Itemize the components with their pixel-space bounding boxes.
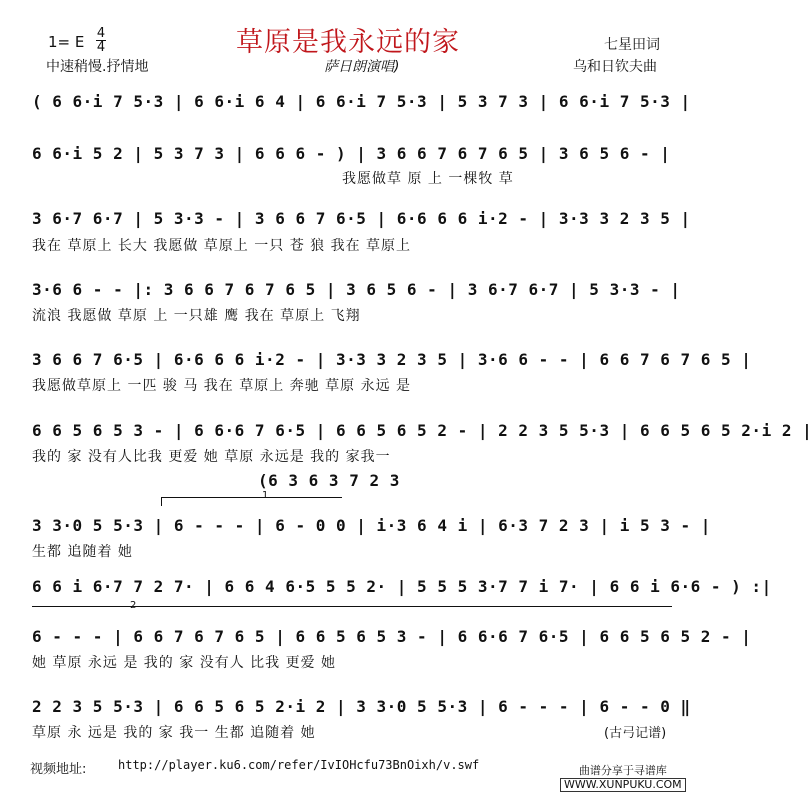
- lyric-row-7: 生都 追随着 她: [32, 544, 133, 560]
- lyric-row-6: 我的 家 没有人比我 更爱 她 草原 永远是 我的 家我一: [32, 449, 391, 465]
- lyric-row-10: 草原 永 远是 我的 家 我一 生都 追随着 她: [32, 725, 316, 741]
- watermark-url: WWW.XUNPUKU.COM: [560, 778, 686, 792]
- lyricist-credit: 七星田词: [604, 37, 660, 53]
- watermark: [560, 762, 686, 792]
- score-row-7: 3 3·0 5 5·3 | 6 - - - | 6 - 0 0 | i·3 6 4 i | 6·3 7 2 3 | i 5 3 - |: [32, 516, 711, 535]
- video-label: 视频地址:: [30, 762, 87, 777]
- lyric-row-9: 她 草原 永远 是 我的 家 没有人 比我 更爱 她: [32, 655, 337, 671]
- score-row-6: 6 6 5 6 5 3 - | 6 6·6 7 6·5 | 6 6 5 6 5 2 - | 2 2 3 5 5·3 | 6 6 5 6 5 2·i 2 |: [32, 421, 812, 440]
- time-signature-bottom: 4: [96, 40, 106, 55]
- video-url-link[interactable]: http://player.ku6.com/refer/IvIOHcfu73BnOixh/v.swf: [118, 758, 480, 772]
- lyric-row-3: 我在 草原上 长大 我愿做 草原上 一只 苍 狼 我在 草原上: [32, 238, 412, 254]
- score-row-2: 6 6·i 5 2 | 5 3 7 3 | 6 6 6 - ) | 3 6 6 7 6 7 6 5 | 3 6 5 6 - |: [32, 144, 671, 163]
- singer-credit: 萨日朗演唱): [324, 59, 400, 75]
- watermark-text: 曲谱分享于寻谱库: [578, 764, 667, 777]
- composer-credit: 乌和日钦夫曲: [573, 59, 657, 75]
- notation-credit: (古弓记谱): [604, 726, 667, 741]
- lyric-row-4: 流浪 我愿做 草原 上 一只雄 鹰 我在 草原上 飞翔: [32, 308, 361, 324]
- time-signature: [96, 27, 106, 54]
- time-signature-top: 4: [96, 26, 106, 41]
- volta-bracket-2: [32, 606, 672, 615]
- score-row-9: 6 - - - | 6 6 7 6 7 6 5 | 6 6 5 6 5 3 - | 6 6·6 7 6·5 | 6 6 5 6 5 2 - |: [32, 627, 752, 646]
- score-row-5: 3 6 6 7 6·5 | 6·6 6 6 i·2 - | 3·3 3 2 3 5 | 3·6 6 - - | 6 6 7 6 7 6 5 |: [32, 350, 752, 369]
- tempo-marking: 中速稍慢.抒情地: [46, 59, 149, 75]
- score-row-8: 6 6 i 6·7 7 2 7· | 6 6 4 6·5 5 5 2· | 5 5 5 3·7 7 i 7· | 6 6 i 6·6 - ) :|: [32, 577, 772, 596]
- volta-bracket-1: [161, 497, 342, 506]
- lyric-row-2: 我愿做草 原 上 一棵牧 草: [342, 171, 514, 187]
- score-row-1: ( 6 6·i 7 5·3 | 6 6·i 6 4 | 6 6·i 7 5·3 | 5 3 7 3 | 6 6·i 7 5·3 |: [32, 92, 691, 111]
- key-signature: 1= E: [48, 33, 85, 51]
- volta-number-2: 2: [130, 600, 137, 611]
- song-title: 草原是我永远的家: [236, 27, 460, 58]
- score-row-3: 3 6·7 6·7 | 5 3·3 - | 3 6 6 7 6·5 | 6·6 6 6 i·2 - | 3·3 3 2 3 5 |: [32, 209, 691, 228]
- volta-number-1: 1: [262, 490, 269, 501]
- score-row-6b-alt: (6 3 6 3 7 2 3: [258, 471, 400, 490]
- score-row-4: 3·6 6 - - |: 3 6 6 7 6 7 6 5 | 3 6 5 6 - | 3 6·7 6·7 | 5 3·3 - |: [32, 280, 681, 299]
- score-row-10: 2 2 3 5 5·3 | 6 6 5 6 5 2·i 2 | 3 3·0 5 5·3 | 6 - - - | 6 - - 0 ‖: [32, 697, 691, 716]
- lyric-row-5: 我愿做草原上 一匹 骏 马 我在 草原上 奔驰 草原 永远 是: [32, 378, 412, 394]
